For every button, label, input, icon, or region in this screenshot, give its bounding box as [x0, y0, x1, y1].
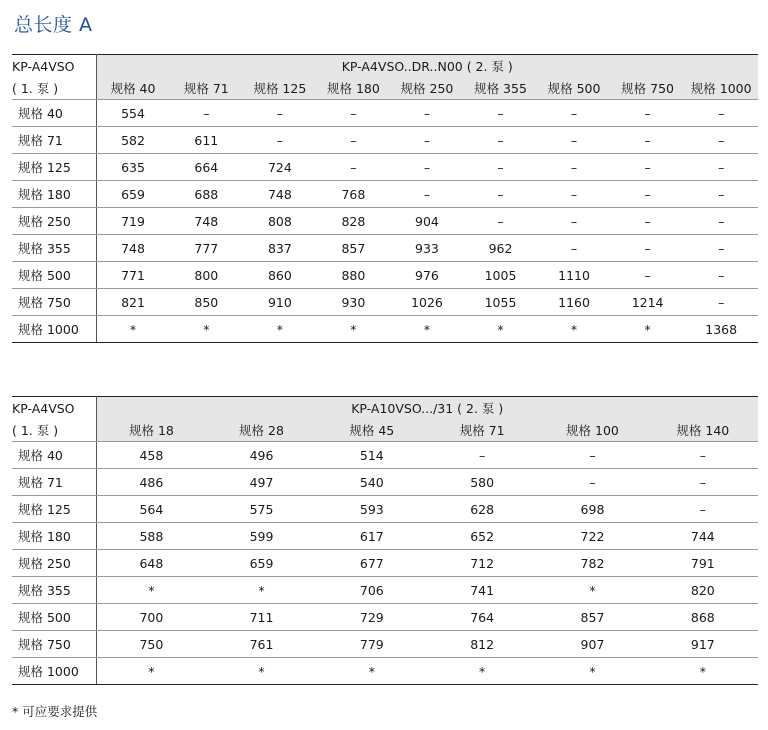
table-cell: 722	[537, 523, 647, 550]
table-cell: 1005	[464, 262, 538, 289]
row-label: 规格 40	[12, 442, 96, 469]
table-cell: 1055	[464, 289, 538, 316]
table-cell: 496	[206, 442, 316, 469]
table-cell: –	[684, 235, 758, 262]
row-header-model: KP-A4VSO	[12, 397, 96, 420]
table-cell: 659	[206, 550, 316, 577]
table-cell: –	[390, 154, 464, 181]
table-cell: –	[243, 127, 317, 154]
row-label: 规格 250	[12, 208, 96, 235]
row-label: 规格 250	[12, 550, 96, 577]
row-label: 规格 500	[12, 262, 96, 289]
row-header-model: KP-A4VSO	[12, 55, 96, 78]
row-label: 规格 750	[12, 631, 96, 658]
table-cell: 930	[317, 289, 391, 316]
table-cell: *	[206, 577, 316, 604]
table-cell: 744	[648, 523, 758, 550]
table-cell: 564	[96, 496, 206, 523]
table-row	[12, 235, 758, 262]
row-label: 规格 125	[12, 154, 96, 181]
table-cell: 711	[206, 604, 316, 631]
table-cell: 962	[464, 235, 538, 262]
table-cell: –	[537, 100, 611, 127]
row-label: 规格 180	[12, 523, 96, 550]
table-cell: –	[537, 154, 611, 181]
row-label: 规格 1000	[12, 658, 96, 685]
table-row	[12, 208, 758, 235]
table-cell: 659	[96, 181, 170, 208]
table-cell: –	[611, 262, 685, 289]
table-cell: *	[537, 316, 611, 343]
table-cell: –	[390, 100, 464, 127]
footnote: * 可应要求提供	[12, 704, 98, 719]
table-cell: –	[317, 154, 391, 181]
table-cell: 857	[317, 235, 391, 262]
table-cell: *	[537, 577, 647, 604]
table-cell: 712	[427, 550, 537, 577]
table-cell: –	[464, 127, 538, 154]
table-cell: 664	[170, 154, 244, 181]
table-row	[12, 469, 758, 496]
table-cell: 688	[170, 181, 244, 208]
table-cell: 782	[537, 550, 647, 577]
column-header: 规格 28	[206, 419, 316, 442]
table-cell: *	[390, 316, 464, 343]
table-cell: 698	[537, 496, 647, 523]
table-cell: –	[648, 469, 758, 496]
table-cell: –	[611, 235, 685, 262]
table-cell: 648	[96, 550, 206, 577]
table-cell: –	[464, 100, 538, 127]
column-header: 规格 180	[317, 77, 391, 100]
row-label: 规格 40	[12, 100, 96, 127]
table-cell: –	[684, 127, 758, 154]
table-row	[12, 631, 758, 658]
table-cell: –	[684, 154, 758, 181]
table-cell: 764	[427, 604, 537, 631]
table-cell: 820	[648, 577, 758, 604]
column-header: 规格 71	[427, 419, 537, 442]
table-cell: 599	[206, 523, 316, 550]
table-cell: 821	[96, 289, 170, 316]
table-cell: *	[96, 577, 206, 604]
table-cell: 1026	[390, 289, 464, 316]
table-cell: 486	[96, 469, 206, 496]
table-cell: 741	[427, 577, 537, 604]
table-cell: –	[684, 181, 758, 208]
table-cell: –	[648, 442, 758, 469]
table-cell: 837	[243, 235, 317, 262]
table-cell: 828	[317, 208, 391, 235]
table-cell: –	[170, 100, 244, 127]
row-label: 规格 355	[12, 235, 96, 262]
table-cell: –	[537, 235, 611, 262]
table-cell: –	[537, 442, 647, 469]
row-label: 规格 71	[12, 127, 96, 154]
table-cell: 748	[170, 208, 244, 235]
table-cell: *	[206, 658, 316, 685]
table-cell: 677	[317, 550, 427, 577]
table-cell: 907	[537, 631, 647, 658]
table-cell: 808	[243, 208, 317, 235]
table-cell: 910	[243, 289, 317, 316]
table-row	[12, 496, 758, 523]
table-cell: –	[684, 100, 758, 127]
table-cell: –	[537, 127, 611, 154]
table-cell: 748	[96, 235, 170, 262]
table-cell: 868	[648, 604, 758, 631]
table-cell: 458	[96, 442, 206, 469]
table-row	[12, 316, 758, 343]
column-header: 规格 750	[611, 77, 685, 100]
table-cell: 750	[96, 631, 206, 658]
table-cell: 628	[427, 496, 537, 523]
table-cell: –	[317, 127, 391, 154]
row-label: 规格 125	[12, 496, 96, 523]
column-header: 规格 1000	[684, 77, 758, 100]
table-cell: 933	[390, 235, 464, 262]
table-cell: 917	[648, 631, 758, 658]
row-header-pump: ( 1. 泵 )	[12, 419, 96, 442]
table-cell: 582	[96, 127, 170, 154]
table-row	[12, 442, 758, 469]
table-cell: 761	[206, 631, 316, 658]
column-header: 规格 140	[648, 419, 758, 442]
column-header: 规格 355	[464, 77, 538, 100]
table-cell: 771	[96, 262, 170, 289]
table-cell: 593	[317, 496, 427, 523]
table-cell: –	[611, 154, 685, 181]
table-cell: –	[611, 181, 685, 208]
table-row	[12, 154, 758, 181]
table-cell: –	[537, 208, 611, 235]
table-cell: 611	[170, 127, 244, 154]
table-cell: 588	[96, 523, 206, 550]
row-header-pump: ( 1. 泵 )	[12, 77, 96, 100]
table-cell: –	[684, 208, 758, 235]
table-cell: 1368	[684, 316, 758, 343]
group-header: KP-A10VSO.../31 ( 2. 泵 )	[96, 397, 758, 420]
table-cell: *	[96, 316, 170, 343]
table-cell: 768	[317, 181, 391, 208]
table-cell: 719	[96, 208, 170, 235]
column-header: 规格 71	[170, 77, 244, 100]
table-cell: 800	[170, 262, 244, 289]
column-header: 规格 45	[317, 419, 427, 442]
table-cell: –	[390, 181, 464, 208]
table-cell: *	[317, 658, 427, 685]
table-row	[12, 523, 758, 550]
table-cell: *	[243, 316, 317, 343]
table-cell: –	[464, 154, 538, 181]
row-label: 规格 750	[12, 289, 96, 316]
table-cell: *	[537, 658, 647, 685]
column-header: 规格 500	[537, 77, 611, 100]
table-cell: 850	[170, 289, 244, 316]
column-header: 规格 125	[243, 77, 317, 100]
table-cell: –	[684, 262, 758, 289]
table-cell: 1160	[537, 289, 611, 316]
table-cell: *	[170, 316, 244, 343]
table-cell: 706	[317, 577, 427, 604]
table-cell: 617	[317, 523, 427, 550]
table-row	[12, 181, 758, 208]
row-label: 规格 71	[12, 469, 96, 496]
table-cell: 748	[243, 181, 317, 208]
row-label: 规格 355	[12, 577, 96, 604]
table-cell: 540	[317, 469, 427, 496]
table-cell: –	[464, 181, 538, 208]
length-table-a10vso	[12, 396, 758, 685]
table-cell: 700	[96, 604, 206, 631]
table-cell: –	[611, 100, 685, 127]
table-cell: *	[648, 658, 758, 685]
table-row	[12, 127, 758, 154]
row-label: 规格 180	[12, 181, 96, 208]
table-cell: *	[317, 316, 391, 343]
table-row	[12, 262, 758, 289]
table-cell: 1214	[611, 289, 685, 316]
table-cell: 575	[206, 496, 316, 523]
table-row	[12, 658, 758, 685]
column-header: 规格 40	[96, 77, 170, 100]
row-label: 规格 1000	[12, 316, 96, 343]
table-cell: –	[427, 442, 537, 469]
table-cell: –	[684, 289, 758, 316]
table-cell: –	[611, 208, 685, 235]
table-cell: 724	[243, 154, 317, 181]
page-title: 总长度 A	[14, 14, 93, 36]
table-cell: *	[427, 658, 537, 685]
table-cell: 904	[390, 208, 464, 235]
row-label: 规格 500	[12, 604, 96, 631]
table-cell: –	[464, 208, 538, 235]
table-cell: 497	[206, 469, 316, 496]
table-cell: 880	[317, 262, 391, 289]
table-cell: 729	[317, 604, 427, 631]
column-header: 规格 250	[390, 77, 464, 100]
table-row	[12, 550, 758, 577]
table-cell: *	[96, 658, 206, 685]
table-cell: 554	[96, 100, 170, 127]
table-row	[12, 604, 758, 631]
table-cell: –	[611, 127, 685, 154]
table-cell: 976	[390, 262, 464, 289]
table-cell: –	[537, 469, 647, 496]
column-header: 规格 100	[537, 419, 647, 442]
group-header: KP-A4VSO..DR..N00 ( 2. 泵 )	[96, 55, 758, 78]
table-cell: 652	[427, 523, 537, 550]
table-cell: 777	[170, 235, 244, 262]
table-cell: –	[537, 181, 611, 208]
table-cell: –	[648, 496, 758, 523]
table-cell: 791	[648, 550, 758, 577]
table-cell: 860	[243, 262, 317, 289]
table-cell: 1110	[537, 262, 611, 289]
table-cell: 514	[317, 442, 427, 469]
table-row	[12, 289, 758, 316]
table-cell: 635	[96, 154, 170, 181]
table-cell: *	[611, 316, 685, 343]
table-row	[12, 577, 758, 604]
table-cell: –	[317, 100, 391, 127]
table-cell: 779	[317, 631, 427, 658]
table-cell: 580	[427, 469, 537, 496]
table-cell: 857	[537, 604, 647, 631]
table-cell: 812	[427, 631, 537, 658]
table-cell: *	[464, 316, 538, 343]
table-row	[12, 100, 758, 127]
table-cell: –	[243, 100, 317, 127]
table-cell: –	[390, 127, 464, 154]
length-table-a4vso	[12, 54, 758, 343]
column-header: 规格 18	[96, 419, 206, 442]
